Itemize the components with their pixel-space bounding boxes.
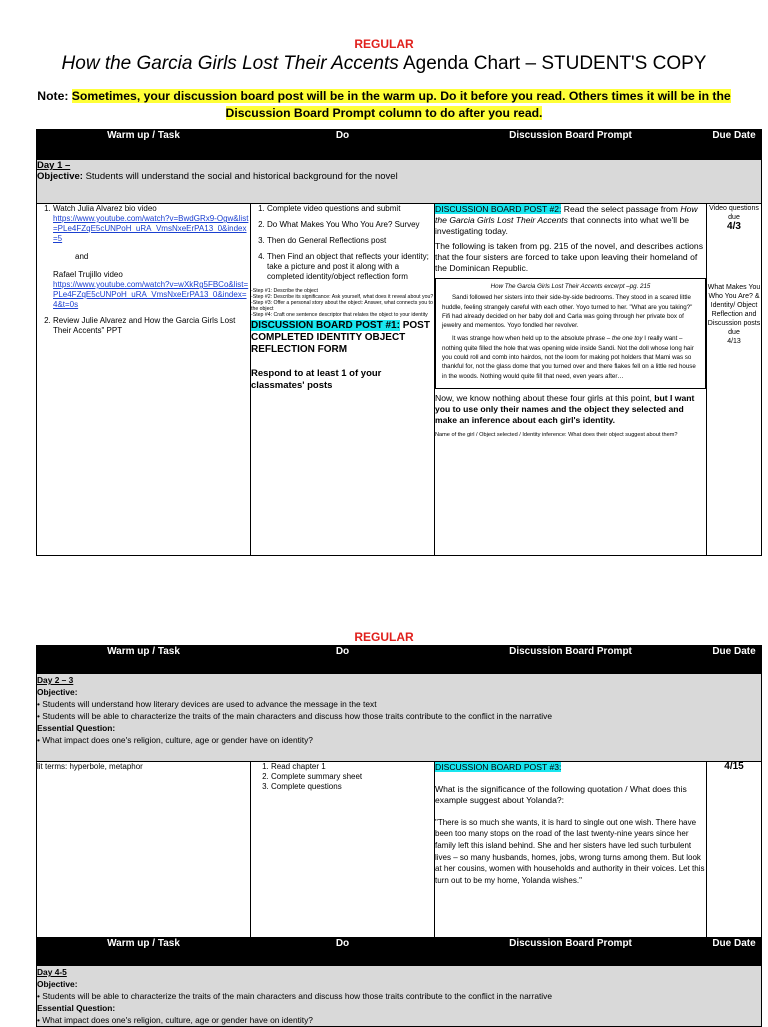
day4-bullet: • Students will be able to characterize the traits of the main characters and discuss how those traits contribute to the conflict in the narrative [37, 991, 553, 1001]
excerpt-paragraph-2: It was strange how when held up to the absolute phrase – the one toy I really want – nothing quite filled the hole that was opening wide inside Sandi. Not the doll whose long hair you could roll and comb into hairdos, not the loom for making pot holders that Mami was so thankful for, not the glass dome that you turned over and there flakes fell on a little red house in the woods. Nothing would quite fill that need, even years after… [442, 335, 696, 380]
header-do: Do [251, 130, 435, 160]
dbp3-label: DISCUSSION BOARD POST #3: [435, 762, 562, 772]
title-book-name: How the Garcia Girls Lost Their Accents [61, 53, 399, 74]
day1-do-cell [251, 204, 435, 556]
day2-prompt-cell [435, 762, 707, 938]
due-date-1: 4/3 [727, 221, 741, 232]
day1-due-cell [707, 204, 762, 556]
agenda-table-day2 [36, 645, 762, 1027]
dbp2-instructions: Now, we know nothing about these four girls at this point, but I want you to use only their names and the object they selected and make an inference about each girl's identity. [435, 392, 695, 425]
day1-objective: Objective: Students will understand the social and historical background for the novel [37, 171, 398, 182]
dbp2-context: The following is taken from pg. 215 of the novel, and describes actions that the four sisters are forced to take upon leaving their homeland of the Dominican Republic. [435, 241, 703, 273]
novel-excerpt [435, 278, 706, 389]
regular-label-2: REGULAR [354, 630, 414, 644]
day2-do-cell: 1. Read chapter 1 2. Complete summary sheet 3. Complete questions [251, 762, 435, 938]
agenda-table-day1 [36, 129, 762, 556]
dbp2-footer: Name of the girl / Object selected / Identity inference: What does their object suggest about them? [435, 431, 678, 438]
and-text: and [75, 252, 89, 261]
trujillo-video-link[interactable]: https://www.youtube.com/watch?v=wXkRg5FBCo&list=PLe4FZqE5cUNPoH_uRA_VmsNxeErPA13_0&index=4&t=0s [53, 280, 249, 309]
day2-warmup-cell: lit terms: hyperbole, metaphor [37, 762, 251, 938]
note-label: Note: [37, 89, 72, 103]
day1-warmup-cell [37, 204, 251, 556]
do-item-1: 1. Complete video questions and submit [267, 204, 434, 214]
day2-objective-row: Day 2 – 3 Objective: • Students will understand how literary devices are used to advance the message in the text • Students will be able to characterize the traits of the main characters and discuss how those traits contribute to the conflict in the narrative Essential Question: • What impact does one's religion, culture, age or gender have on identity? [37, 674, 762, 762]
day1-prompt-cell [435, 204, 707, 556]
day1-content-row [37, 204, 762, 556]
day1-objective-row [37, 160, 762, 204]
dbp2-intro: DISCUSSION BOARD POST #2: Read the select passage from How the Garcia Girls Lost Their Accents that connects into what we'll be investigating today. [435, 204, 698, 236]
note-text: Sometimes, your discussion board post will be in the warm up. Do it before you read. Others times it will be in the Discussion Board Prompt column to do after you read. [71, 89, 731, 120]
excerpt-paragraph-1: Sandi followed her sisters into their side-by-side bedrooms. They stood in a scared little huddle, feeling strangely careful with each other. Yoyo turned to her. "What are you taking?" Fifi had already decided on her baby doll and Carla was going through her private box of jewelry and mementos. Yoyo fondled her revolver. [442, 294, 693, 330]
dbp3-question: What is the significance of the following quotation / What does this example suggest about Yolanda?: [435, 783, 687, 806]
do-item-2: 2. Do What Makes You Who You Are? Survey [267, 220, 434, 230]
header-prompt: Discussion Board Prompt [435, 130, 707, 160]
day2-bullet-2: • Students will be able to characterize the traits of the main characters and discuss how those traits contribute to the conflict in the narrative [37, 711, 553, 721]
day2-bullet-1: • Students will understand how literary devices are used to advance the message in the text [37, 699, 377, 709]
dbp3-quote: "There is so much she wants, it is hard to single out one wish. There have been too many stops on the road of the last twenty-nine years since her family left this island behind. She and her sisters have led such turbulent lives – so many husbands, homes, jobs, wrong turns among them. But look at her cousins, women with households and authority in their voices. Let this turn out to be my home, Yolanda wishes." [435, 817, 705, 885]
header-due: Due Date [707, 130, 762, 160]
note [20, 88, 748, 122]
respond-text: Respond to at least 1 of your classmates' posts [251, 368, 382, 391]
julia-alvarez-video-link[interactable]: https://www.youtube.com/watch?v=BwdGRx9-Ogw&list=PLe4FZqE5cUNPoH_uRA_VmsNxeErPA13_0&index=5 [53, 214, 249, 243]
do-item-3: 3. Then do General Reflections post [267, 236, 434, 246]
due-date-2: 4/13 [727, 338, 741, 345]
table-header-row-2: Warm up / Task Do Discussion Board Prompt Due Date [37, 646, 762, 674]
table-header-row-3: Warm up / Task Do Discussion Board Prompt Due Date [37, 938, 762, 966]
day4-objective-row: Day 4-5 Objective: • Students will be able to characterize the traits of the main characters and discuss how those traits contribute to the conflict in the narrative Essential Question: • What impact does one's religion, culture, age or gender have on identity? [37, 966, 762, 1027]
header-warmup: Warm up / Task [37, 130, 251, 160]
do-item-4: 4. Then Find an object that reflects your identity; take a picture and post it along with a completed identity/object reflection form [267, 252, 434, 282]
due-line-2: What Makes You Who You Are? & Identity/ Object Reflection and Discussion posts due [707, 284, 761, 336]
day1-label: Day 1 – [37, 160, 71, 171]
steps-list: -Step #1: Describe the object -Step #2: Describe its significance: Ask yourself, what does it reveal about you? -Step #3: Offer a personal story about the object: Answer, what connects you to the object -Step #4: Craft one sentence descriptor that relates the object to your identity [251, 288, 434, 318]
warmup-item-1: 1. Watch Julia Alvarez bio video https://www.youtube.com/watch?v=BwdGRx9-Ogw&list=PLe4FZqE5cUNPoH_uRA_VmsNxeErPA13_0&index=5 and Rafael Trujillo video https://www.youtube.com/watch?v=wXkRg5FBCo&list=PLe4FZqE5cUNPoH_uRA_VmsNxeErPA13_0&index=4&t=0s [53, 204, 250, 310]
excerpt-title: How The Garcia Girls Lost Their Accents excerpt –pg. 215 [490, 283, 651, 290]
day2-due-cell: 4/15 [707, 762, 762, 938]
page-title [0, 53, 768, 75]
day2-eq: • What impact does one's religion, culture, age or gender have on identity? [37, 735, 313, 745]
due-line-1: Video questions due [709, 205, 759, 221]
day2-label: Day 2 – 3 [37, 675, 74, 685]
day4-label: Day 4-5 [37, 967, 67, 977]
title-rest: Agenda Chart – STUDENT'S COPY [398, 53, 707, 74]
table-header-row [37, 130, 762, 160]
regular-label: REGULAR [354, 37, 414, 51]
dbp1: DISCUSSION BOARD POST #1: POST COMPLETED IDENTITY OBJECT REFLECTION FORM [251, 320, 430, 355]
day2-content-row [37, 762, 762, 938]
warmup-item-2: 2. Review Julie Alvarez and How the Garcia Girls Lost Their Accents" PPT [53, 316, 250, 336]
day4-eq: • What impact does one's religion, culture, age or gender have on identity? [37, 1015, 313, 1025]
